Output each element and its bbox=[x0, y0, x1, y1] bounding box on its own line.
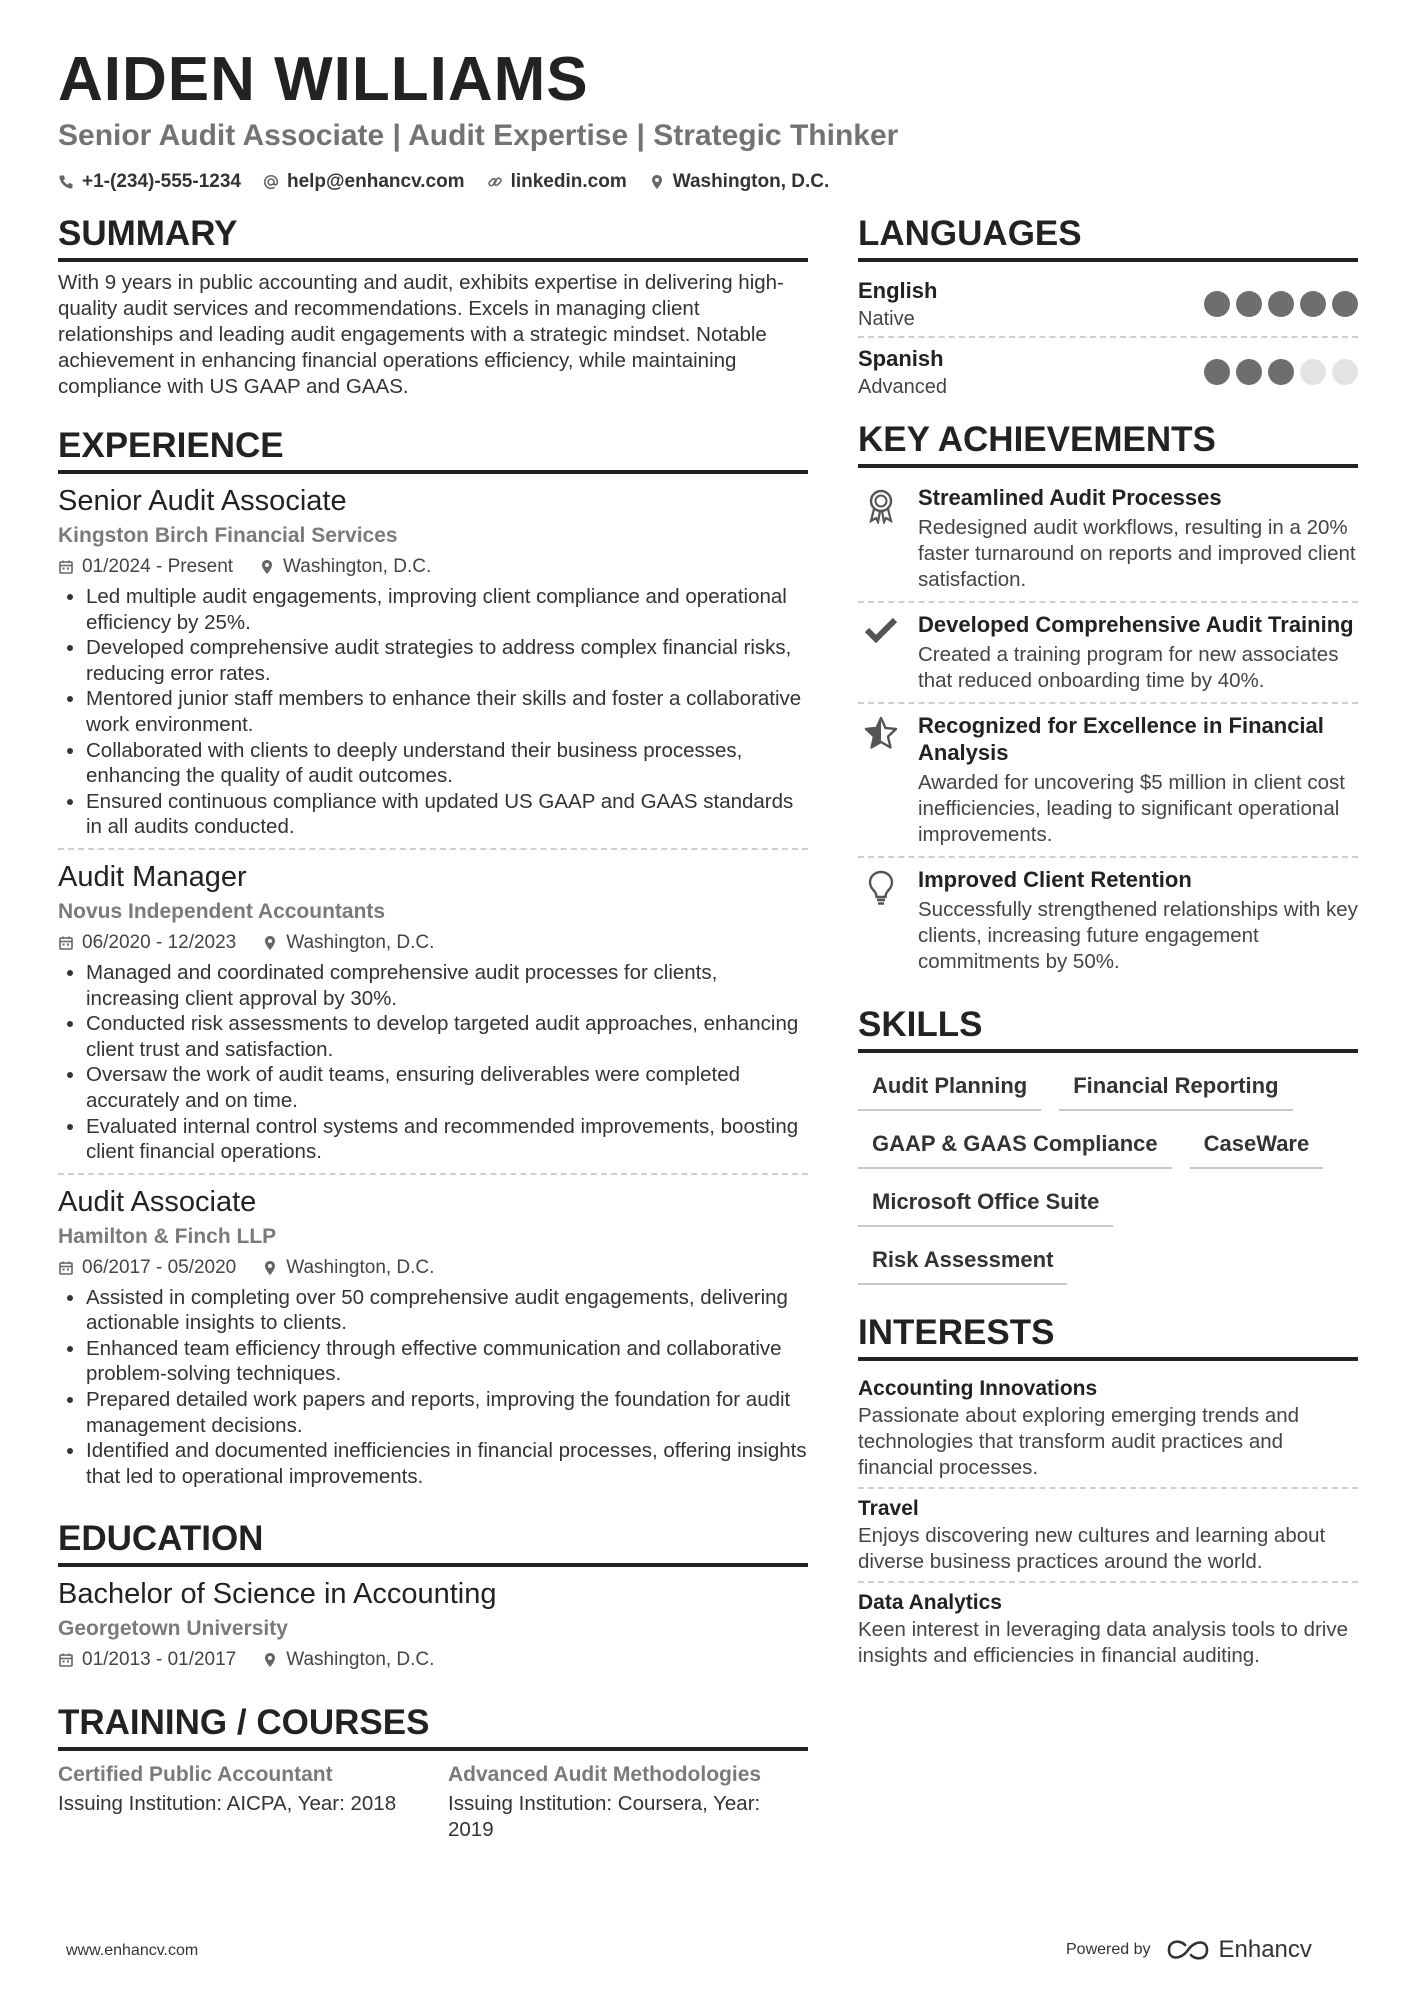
skills-heading: SKILLS bbox=[858, 1003, 1358, 1053]
bullet-item: • Developed comprehensive audit strategies to address complex financial risks, reducing error rates. bbox=[86, 635, 808, 686]
enhancv-logo-icon bbox=[1165, 1939, 1211, 1961]
bullet-item: • Prepared detailed work papers and reports, improving the foundation for audit management decisions. bbox=[86, 1387, 808, 1438]
achievement-item bbox=[858, 476, 1358, 601]
language-name: Spanish bbox=[858, 346, 944, 371]
achievement-desc: Redesigned audit workflows, resulting in a 20% faster turnaround on reports and improved client satisfaction. bbox=[918, 516, 1356, 591]
skill-tag: Audit Planning bbox=[858, 1067, 1041, 1111]
achievement-title: Improved Client Retention bbox=[918, 867, 1192, 892]
contact-linkedin[interactable] bbox=[487, 168, 627, 196]
interest-item bbox=[858, 1487, 1358, 1581]
experience-heading: EXPERIENCE bbox=[58, 424, 808, 474]
linkedin-text: linkedin.com bbox=[510, 171, 627, 192]
location-pin-icon bbox=[649, 174, 665, 190]
rating-dot-filled bbox=[1204, 291, 1230, 317]
bullet-item: • Managed and coordinated comprehensive audit processes for clients, increasing client approval by 30%. bbox=[86, 960, 808, 1011]
degree-title: Bachelor of Science in Accounting bbox=[58, 1578, 497, 1611]
interest-desc: Keen interest in leveraging data analysis tools to drive insights and efficiencies in financial auditing. bbox=[858, 1618, 1349, 1667]
company-name: Hamilton & Finch LLP bbox=[58, 1224, 277, 1248]
job-title: Audit Associate bbox=[58, 1185, 257, 1218]
language-rating bbox=[1204, 359, 1358, 385]
education-dates: 01/2013 - 01/2017 bbox=[82, 1649, 237, 1671]
achievements-heading: KEY ACHIEVEMENTS bbox=[858, 418, 1358, 468]
job-location: Washington, D.C. bbox=[286, 1256, 435, 1278]
experience-section bbox=[58, 424, 808, 1497]
phone-icon bbox=[58, 174, 74, 190]
job-bullets bbox=[58, 1285, 808, 1490]
summary-heading: SUMMARY bbox=[58, 212, 808, 262]
job-bullets bbox=[58, 584, 808, 840]
summary-section bbox=[58, 212, 808, 400]
job-entry bbox=[58, 1173, 808, 1498]
job-dates: 01/2024 - Present bbox=[82, 556, 234, 577]
interests-heading: INTERESTS bbox=[858, 1311, 1358, 1361]
star-icon bbox=[864, 716, 898, 750]
achievement-desc: Successfully strengthened relationships with key clients, increasing future engagement commitments by 50%. bbox=[918, 898, 1358, 973]
training-section bbox=[58, 1701, 808, 1843]
bullet-item: • Mentored junior staff members to enhance their skills and foster a collaborative work environment. bbox=[86, 686, 808, 737]
footer-branding bbox=[1066, 1936, 1312, 1964]
interest-desc: Enjoys discovering new cultures and learning about diverse business practices around the world. bbox=[858, 1524, 1326, 1573]
location-pin-icon bbox=[262, 1260, 278, 1276]
job-entry bbox=[58, 482, 808, 848]
skill-tag: GAAP & GAAS Compliance bbox=[858, 1125, 1172, 1169]
job-title: Senior Audit Associate bbox=[58, 485, 347, 517]
job-dates: 06/2020 - 12/2023 bbox=[82, 931, 237, 953]
award-ribbon-icon bbox=[865, 488, 897, 524]
interest-item bbox=[858, 1369, 1358, 1487]
rating-dot-filled bbox=[1300, 291, 1326, 317]
job-title: Audit Manager bbox=[58, 860, 247, 893]
rating-dot-filled bbox=[1236, 359, 1262, 385]
candidate-name: AIDEN WILLIAMS bbox=[58, 45, 589, 114]
skill-tag: CaseWare bbox=[1190, 1125, 1324, 1169]
skill-tag: Risk Assessment bbox=[858, 1241, 1067, 1285]
language-level: Native bbox=[858, 308, 915, 330]
location-pin-icon bbox=[262, 1652, 278, 1668]
at-sign-icon bbox=[263, 174, 279, 190]
interest-desc: Passionate about exploring emerging trends and technologies that transform audit practices and financial processes. bbox=[858, 1404, 1300, 1479]
course-item bbox=[448, 1759, 798, 1843]
email-text: help@enhancv.com bbox=[286, 171, 465, 192]
skills-section bbox=[858, 1003, 1358, 1285]
company-name: Novus Independent Accountants bbox=[58, 899, 386, 923]
phone-text: +1-(234)-555-1234 bbox=[82, 171, 241, 192]
calendar-icon bbox=[58, 1260, 74, 1276]
rating-dot-empty bbox=[1332, 359, 1358, 385]
contact-email[interactable] bbox=[263, 168, 465, 196]
achievement-title: Developed Comprehensive Audit Training bbox=[918, 612, 1354, 637]
powered-by-label: Powered by bbox=[1066, 1941, 1151, 1958]
interest-title: Accounting Innovations bbox=[858, 1377, 1098, 1400]
education-location: Washington, D.C. bbox=[286, 1649, 435, 1671]
language-rating bbox=[1204, 291, 1358, 317]
achievements-section bbox=[858, 418, 1358, 983]
rating-dot-empty bbox=[1300, 359, 1326, 385]
bullet-item: • Collaborated with clients to deeply understand their business processes, enhancing the quality of audit outcomes. bbox=[86, 738, 808, 789]
bullet-item: • Enhanced team efficiency through effective communication and collaborative problem-solving techniques. bbox=[86, 1336, 808, 1387]
interest-item bbox=[858, 1581, 1358, 1675]
achievement-desc: Awarded for uncovering $5 million in client cost inefficiencies, leading to significant operational improvements. bbox=[918, 771, 1345, 846]
summary-text: With 9 years in public accounting and audit, exhibits expertise in delivering high-quality audit services and recommendations. Excels in managing client relationships and leading audit engagements with a strategic mindset. Notable achievement in enhancing financial operations efficiency, while maintaining compliance with US GAAP and GAAS. bbox=[58, 271, 784, 398]
brand-logo[interactable] bbox=[1165, 1936, 1312, 1964]
bullet-item: • Evaluated internal control systems and recommended improvements, boosting client financial operations. bbox=[86, 1114, 808, 1165]
left-column bbox=[58, 212, 808, 1843]
lightbulb-icon bbox=[867, 870, 895, 906]
location-pin-icon bbox=[259, 559, 275, 575]
contact-bar bbox=[58, 168, 829, 196]
contact-phone[interactable] bbox=[58, 168, 241, 196]
job-meta bbox=[58, 552, 808, 582]
calendar-icon bbox=[58, 1652, 74, 1668]
achievement-item bbox=[858, 856, 1358, 983]
skill-tag: Microsoft Office Suite bbox=[858, 1183, 1113, 1227]
course-item bbox=[58, 1759, 408, 1843]
skill-tag: Financial Reporting bbox=[1059, 1067, 1292, 1111]
rating-dot-filled bbox=[1268, 291, 1294, 317]
languages-heading: LANGUAGES bbox=[858, 212, 1358, 262]
job-dates: 06/2017 - 05/2020 bbox=[82, 1256, 237, 1278]
job-meta bbox=[58, 928, 808, 958]
languages-section bbox=[858, 212, 1358, 404]
bullet-item: • Oversaw the work of audit teams, ensuring deliverables were completed accurately and on time. bbox=[86, 1062, 808, 1113]
interest-title: Data Analytics bbox=[858, 1591, 1002, 1614]
interest-title: Travel bbox=[858, 1497, 919, 1520]
language-item bbox=[858, 336, 1358, 404]
education-meta bbox=[58, 1645, 808, 1675]
rating-dot-filled bbox=[1332, 291, 1358, 317]
language-level: Advanced bbox=[858, 376, 947, 398]
course-name: Advanced Audit Methodologies bbox=[448, 1763, 762, 1787]
school-name: Georgetown University bbox=[58, 1617, 288, 1641]
achievement-item bbox=[858, 601, 1358, 702]
bullet-item: • Ensured continuous compliance with updated US GAAP and GAAS standards in all audits conducted. bbox=[86, 789, 808, 840]
link-icon bbox=[487, 174, 503, 190]
calendar-icon bbox=[58, 559, 74, 575]
course-detail: Issuing Institution: AICPA, Year: 2018 bbox=[58, 1792, 397, 1816]
achievement-item bbox=[858, 702, 1358, 856]
bullet-item: • Conducted risk assessments to develop targeted audit approaches, enhancing client trust and satisfaction. bbox=[86, 1011, 808, 1062]
course-list bbox=[58, 1759, 808, 1843]
language-name: English bbox=[858, 278, 938, 303]
footer-website[interactable]: www.enhancv.com bbox=[66, 1942, 199, 1959]
rating-dot-filled bbox=[1236, 291, 1262, 317]
bullet-item: • Identified and documented inefficiencies in financial processes, offering insights that led to operational improvements. bbox=[86, 1438, 808, 1489]
right-column bbox=[858, 212, 1358, 1675]
education-heading: EDUCATION bbox=[58, 1517, 808, 1567]
course-name: Certified Public Accountant bbox=[58, 1763, 333, 1787]
contact-location bbox=[649, 168, 830, 196]
achievement-title: Recognized for Excellence in Financial Analysis bbox=[918, 713, 1324, 765]
calendar-icon bbox=[58, 935, 74, 951]
course-detail: Issuing Institution: Coursera, Year: 2019 bbox=[448, 1792, 761, 1842]
achievement-desc: Created a training program for new associates that reduced onboarding time by 40%. bbox=[918, 643, 1339, 692]
education-section bbox=[58, 1517, 808, 1675]
achievement-title: Streamlined Audit Processes bbox=[918, 485, 1222, 510]
job-meta bbox=[58, 1253, 808, 1283]
rating-dot-filled bbox=[1204, 359, 1230, 385]
brand-name: Enhancv bbox=[1218, 1936, 1312, 1963]
location-pin-icon bbox=[262, 935, 278, 951]
language-item bbox=[858, 270, 1358, 336]
job-location: Washington, D.C. bbox=[286, 931, 435, 953]
job-bullets bbox=[58, 960, 808, 1165]
bullet-item: • Led multiple audit engagements, improving client compliance and operational efficiency by 25%. bbox=[86, 584, 808, 635]
training-heading: TRAINING / COURSES bbox=[58, 1701, 808, 1751]
candidate-tagline: Senior Audit Associate | Audit Expertise | Strategic Thinker bbox=[58, 119, 899, 152]
skill-list bbox=[858, 1061, 1358, 1285]
interests-section bbox=[858, 1311, 1358, 1675]
company-name: Kingston Birch Financial Services bbox=[58, 524, 398, 547]
checkmark-icon bbox=[864, 615, 898, 645]
bullet-item: • Assisted in completing over 50 comprehensive audit engagements, delivering actionable insights to clients. bbox=[86, 1285, 808, 1336]
job-entry bbox=[58, 848, 808, 1173]
location-text: Washington, D.C. bbox=[672, 171, 830, 192]
rating-dot-filled bbox=[1268, 359, 1294, 385]
job-location: Washington, D.C. bbox=[283, 556, 432, 577]
